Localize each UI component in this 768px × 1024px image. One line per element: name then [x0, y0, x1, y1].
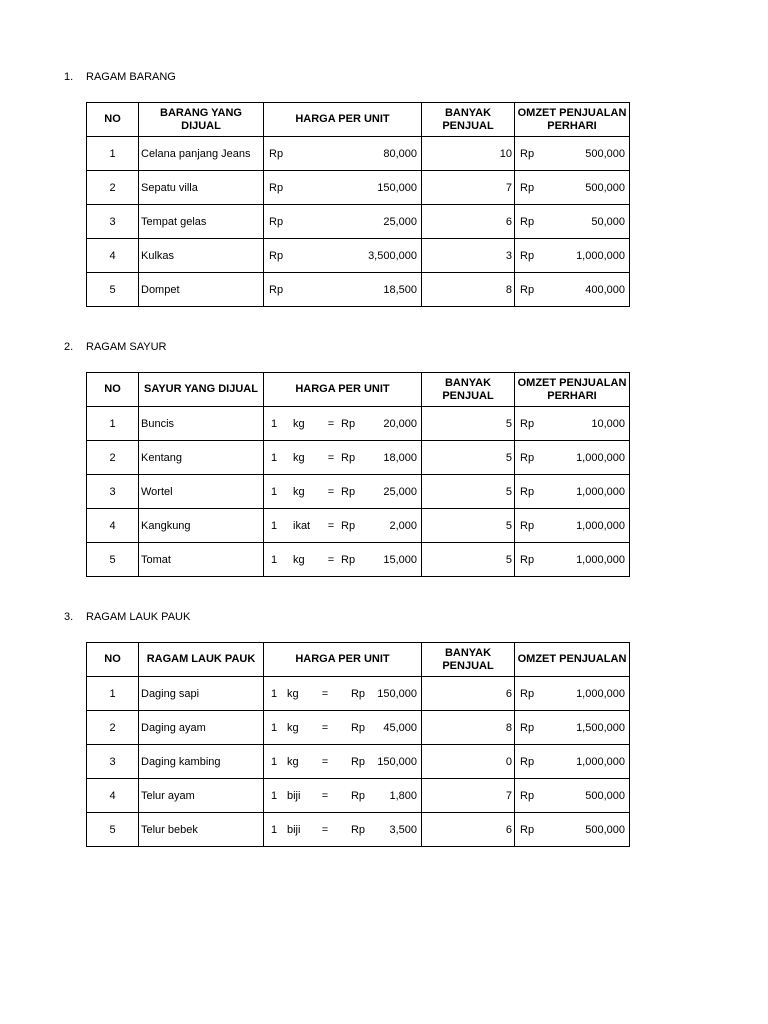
- row-omzet: [515, 779, 630, 813]
- omzet-value: 1,000,000: [576, 519, 625, 532]
- price-currency: Rp: [341, 451, 356, 464]
- row-omzet: [515, 475, 630, 509]
- unit-name: kg: [293, 417, 305, 430]
- row-price: [264, 711, 422, 745]
- row-omzet: [515, 273, 630, 307]
- omzet-currency: Rp: [520, 451, 535, 464]
- price-currency: Rp: [350, 721, 365, 734]
- section-number: 2.: [64, 341, 74, 353]
- price-value: 80,000: [383, 147, 417, 160]
- row-count: 5: [422, 441, 515, 475]
- row-price: [264, 171, 422, 205]
- row-count: 7: [422, 171, 515, 205]
- unit-name: biji: [287, 789, 301, 802]
- row-count: 8: [422, 273, 515, 307]
- row-omzet: [515, 407, 630, 441]
- unit-name: kg: [287, 687, 299, 700]
- table-row: [87, 273, 630, 307]
- row-item: Kentang: [139, 441, 264, 475]
- row-no: 2: [87, 171, 139, 205]
- price-value: 15,000: [383, 553, 417, 566]
- table-row: [87, 509, 630, 543]
- row-item: Tempat gelas: [139, 205, 264, 239]
- section-heading: RAGAM BARANG: [86, 71, 176, 83]
- equals-sign: =: [327, 519, 335, 532]
- row-item: Sepatu villa: [139, 171, 264, 205]
- row-price: [264, 475, 422, 509]
- row-count: 7: [422, 779, 515, 813]
- row-no: 5: [87, 543, 139, 577]
- row-omzet: [515, 171, 630, 205]
- price-currency: Rp: [350, 687, 365, 700]
- omzet-value: 1,000,000: [576, 485, 625, 498]
- row-price: [264, 543, 422, 577]
- row-no: 5: [87, 273, 139, 307]
- omzet-value: 500,000: [585, 789, 625, 802]
- table-barang: [86, 102, 630, 307]
- row-item: Wortel: [139, 475, 264, 509]
- price-currency: Rp: [269, 181, 284, 194]
- omzet-currency: Rp: [520, 789, 535, 802]
- price-currency: Rp: [269, 283, 284, 296]
- row-count: 5: [422, 407, 515, 441]
- row-count: 8: [422, 711, 515, 745]
- row-item: Daging sapi: [139, 677, 264, 711]
- price-value: 150,000: [377, 181, 417, 194]
- equals-sign: =: [327, 553, 335, 566]
- omzet-currency: Rp: [520, 519, 535, 532]
- row-no: 1: [87, 137, 139, 171]
- table-row: [87, 171, 630, 205]
- unit-name: kg: [293, 451, 305, 464]
- row-item: Tomat: [139, 543, 264, 577]
- price-currency: Rp: [269, 249, 284, 262]
- col-header-count: BANYAK PENJUAL: [422, 373, 515, 407]
- price-value: 18,000: [383, 451, 417, 464]
- row-no: 3: [87, 745, 139, 779]
- row-item: Daging ayam: [139, 711, 264, 745]
- price-value: 3,500,000: [368, 249, 417, 262]
- omzet-currency: Rp: [520, 687, 535, 700]
- col-header-no: NO: [87, 103, 139, 137]
- row-item: Kangkung: [139, 509, 264, 543]
- price-value: 3,500: [389, 823, 417, 836]
- price-currency: Rp: [341, 519, 356, 532]
- table-row: [87, 813, 630, 847]
- col-header-omzet: OMZET PENJUALAN PERHARI: [515, 373, 630, 407]
- row-omzet: [515, 441, 630, 475]
- omzet-value: 1,000,000: [576, 553, 625, 566]
- row-no: 2: [87, 711, 139, 745]
- row-item: Buncis: [139, 407, 264, 441]
- equals-sign: =: [327, 485, 335, 498]
- section-heading: RAGAM LAUK PAUK: [86, 611, 191, 623]
- col-header-item: BARANG YANG DIJUAL: [139, 103, 264, 137]
- row-no: 4: [87, 509, 139, 543]
- row-price: [264, 779, 422, 813]
- row-no: 2: [87, 441, 139, 475]
- row-price: [264, 677, 422, 711]
- row-no: 1: [87, 677, 139, 711]
- row-no: 4: [87, 239, 139, 273]
- price-value: 20,000: [383, 417, 417, 430]
- row-price: [264, 745, 422, 779]
- row-item: Telur ayam: [139, 779, 264, 813]
- price-currency: Rp: [350, 789, 365, 802]
- row-item: Dompet: [139, 273, 264, 307]
- row-price: [264, 441, 422, 475]
- row-item: Kulkas: [139, 239, 264, 273]
- section-number: 1.: [64, 71, 74, 83]
- equals-sign: =: [327, 451, 335, 464]
- row-count: 5: [422, 475, 515, 509]
- row-no: 4: [87, 779, 139, 813]
- omzet-value: 500,000: [585, 147, 625, 160]
- unit-name: ikat: [293, 519, 311, 532]
- col-header-omzet: OMZET PENJUALAN: [515, 643, 630, 677]
- table-row: [87, 137, 630, 171]
- row-price: [264, 239, 422, 273]
- row-omzet: [515, 543, 630, 577]
- col-header-no: NO: [87, 643, 139, 677]
- row-item: Celana panjang Jeans: [139, 137, 264, 171]
- table-row: [87, 677, 630, 711]
- omzet-currency: Rp: [520, 755, 535, 768]
- omzet-value: 1,500,000: [576, 721, 625, 734]
- omzet-value: 500,000: [585, 181, 625, 194]
- unit-name: biji: [287, 823, 301, 836]
- unit-name: kg: [293, 553, 305, 566]
- price-value: 1,800: [389, 789, 417, 802]
- col-header-item: SAYUR YANG DIJUAL: [139, 373, 264, 407]
- unit-qty: 1: [271, 755, 278, 768]
- price-currency: Rp: [350, 823, 365, 836]
- omzet-currency: Rp: [520, 283, 535, 296]
- equals-sign: =: [321, 789, 329, 802]
- omzet-currency: Rp: [520, 147, 535, 160]
- table-sayur: [86, 372, 630, 577]
- unit-qty: 1: [271, 553, 278, 566]
- unit-qty: 1: [271, 687, 278, 700]
- col-header-price: HARGA PER UNIT: [264, 103, 422, 137]
- row-count: 5: [422, 509, 515, 543]
- table-header-row: [87, 373, 630, 407]
- row-item: Telur bebek: [139, 813, 264, 847]
- omzet-value: 10,000: [591, 417, 625, 430]
- equals-sign: =: [321, 755, 329, 768]
- row-count: 6: [422, 813, 515, 847]
- unit-qty: 1: [271, 823, 278, 836]
- table-row: [87, 745, 630, 779]
- col-header-price: HARGA PER UNIT: [264, 643, 422, 677]
- row-item: Daging kambing: [139, 745, 264, 779]
- unit-name: kg: [287, 721, 299, 734]
- row-omzet: [515, 711, 630, 745]
- row-count: 5: [422, 543, 515, 577]
- row-omzet: [515, 137, 630, 171]
- row-count: 0: [422, 745, 515, 779]
- unit-name: kg: [287, 755, 299, 768]
- row-omzet: [515, 205, 630, 239]
- price-currency: Rp: [341, 553, 356, 566]
- omzet-value: 500,000: [585, 823, 625, 836]
- row-omzet: [515, 239, 630, 273]
- col-header-item: RAGAM LAUK PAUK: [139, 643, 264, 677]
- omzet-currency: Rp: [520, 249, 535, 262]
- omzet-currency: Rp: [520, 181, 535, 194]
- omzet-currency: Rp: [520, 553, 535, 566]
- omzet-value: 1,000,000: [576, 687, 625, 700]
- row-no: 5: [87, 813, 139, 847]
- row-no: 3: [87, 205, 139, 239]
- unit-qty: 1: [271, 721, 278, 734]
- row-omzet: [515, 509, 630, 543]
- section-title-lauk-pauk: [64, 611, 190, 623]
- omzet-value: 1,000,000: [576, 451, 625, 464]
- row-omzet: [515, 813, 630, 847]
- unit-qty: 1: [271, 485, 278, 498]
- price-currency: Rp: [341, 485, 356, 498]
- table-row: [87, 711, 630, 745]
- section-number: 3.: [64, 611, 74, 623]
- omzet-currency: Rp: [520, 417, 535, 430]
- row-omzet: [515, 745, 630, 779]
- row-count: 6: [422, 677, 515, 711]
- row-price: [264, 813, 422, 847]
- unit-qty: 1: [271, 417, 278, 430]
- row-count: 3: [422, 239, 515, 273]
- price-value: 2,000: [389, 519, 417, 532]
- row-no: 3: [87, 475, 139, 509]
- omzet-currency: Rp: [520, 485, 535, 498]
- row-price: [264, 205, 422, 239]
- price-currency: Rp: [269, 147, 284, 160]
- omzet-currency: Rp: [520, 215, 535, 228]
- table-row: [87, 779, 630, 813]
- row-count: 6: [422, 205, 515, 239]
- row-price: [264, 509, 422, 543]
- price-value: 25,000: [383, 485, 417, 498]
- unit-qty: 1: [271, 519, 278, 532]
- unit-qty: 1: [271, 789, 278, 802]
- equals-sign: =: [321, 823, 329, 836]
- row-count: 10: [422, 137, 515, 171]
- equals-sign: =: [327, 417, 335, 430]
- row-price: [264, 407, 422, 441]
- equals-sign: =: [321, 721, 329, 734]
- table-row: [87, 239, 630, 273]
- price-currency: Rp: [341, 417, 356, 430]
- table-row: [87, 407, 630, 441]
- col-header-count: BANYAK PENJUAL: [422, 643, 515, 677]
- omzet-value: 400,000: [585, 283, 625, 296]
- table-row: [87, 543, 630, 577]
- price-value: 25,000: [383, 215, 417, 228]
- section-title-sayur: [64, 341, 166, 353]
- omzet-value: 1,000,000: [576, 755, 625, 768]
- price-value: 150,000: [377, 755, 417, 768]
- row-no: 1: [87, 407, 139, 441]
- col-header-omzet: OMZET PENJUALAN PERHARI: [515, 103, 630, 137]
- omzet-currency: Rp: [520, 823, 535, 836]
- table-row: [87, 475, 630, 509]
- col-header-no: NO: [87, 373, 139, 407]
- table-row: [87, 441, 630, 475]
- table-row: [87, 205, 630, 239]
- price-value: 150,000: [377, 687, 417, 700]
- price-currency: Rp: [269, 215, 284, 228]
- unit-qty: 1: [271, 451, 278, 464]
- omzet-currency: Rp: [520, 721, 535, 734]
- table-header-row: [87, 643, 630, 677]
- unit-name: kg: [293, 485, 305, 498]
- price-currency: Rp: [350, 755, 365, 768]
- col-header-price: HARGA PER UNIT: [264, 373, 422, 407]
- price-value: 18,500: [383, 283, 417, 296]
- table-header-row: [87, 103, 630, 137]
- row-price: [264, 137, 422, 171]
- table-lauk-pauk: [86, 642, 630, 847]
- section-title-barang: [64, 71, 176, 83]
- omzet-value: 50,000: [591, 215, 625, 228]
- price-value: 45,000: [383, 721, 417, 734]
- col-header-count: BANYAK PENJUAL: [422, 103, 515, 137]
- omzet-value: 1,000,000: [576, 249, 625, 262]
- section-heading: RAGAM SAYUR: [86, 341, 167, 353]
- equals-sign: =: [321, 687, 329, 700]
- row-price: [264, 273, 422, 307]
- row-omzet: [515, 677, 630, 711]
